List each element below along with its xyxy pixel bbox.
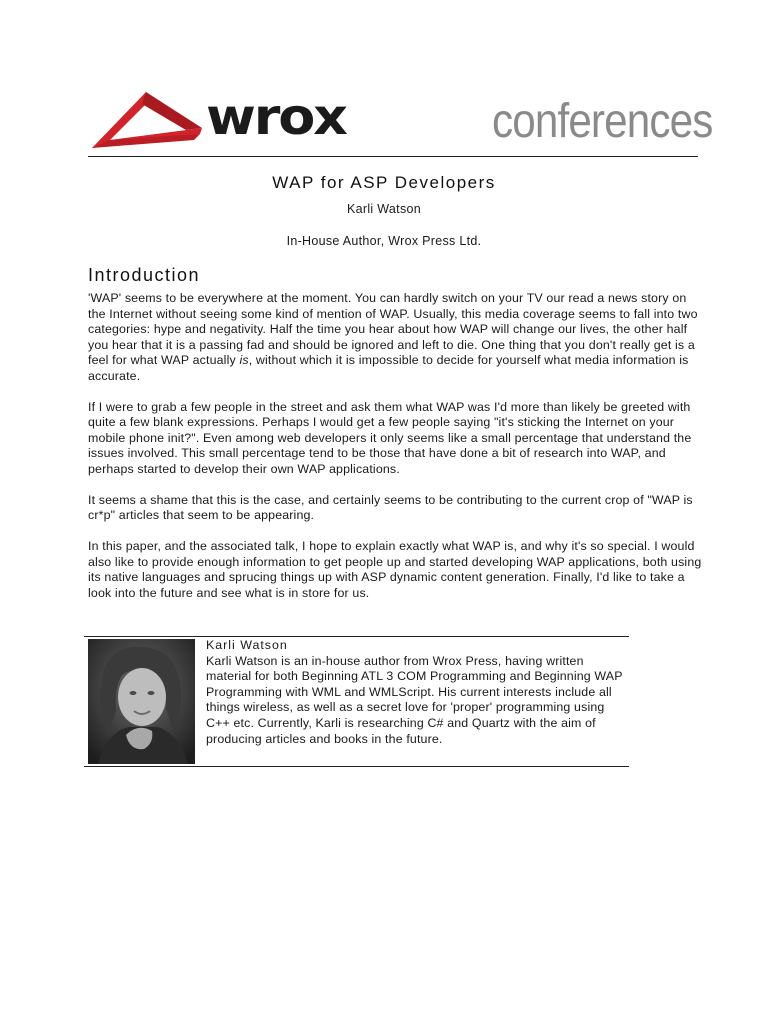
bio-bottom-rule [84,766,629,767]
bio-top-rule [84,636,629,637]
paragraph-1-text-a: 'WAP' seems to be everywhere at the moment. You can hardly switch on your TV our read a news story on the Internet without seeing some kind of mention of WAP. Usually, this media coverage seems to fall into two categories: hype and negativity. Half the time you hear about how WAP will change our lives, the other half you hear that it is a passing fad and should be ignored and left to die. One thing that you don't really get is a feel for what WAP actually [88,291,698,367]
header-divider [88,156,698,157]
wrox-conferences-logo [88,84,713,154]
paragraph-4: In this paper, and the associated talk, I hope to explain exactly what WAP is, and why it's so special. I would also like to provide enough information to get people up and started developing WAP applications, both using its native languages and sprucing things up with ASP dynamic content generation. Finally, I'd like to take a look into the future and see what is in store for us. [88,539,702,600]
wrox-triangle-logo-icon [90,88,210,152]
paragraph-2: If I were to grab a few people in the street and ask them what WAP was I'd more than likely be greeted with quite a few blank expressions. Perhaps I would get a few people saying "it's sticking the Internet on your mobile phone init?". Even among web developers it only seems like a small percentage that understand the issues involved. This small percentage tend to be those that have done a bit of research into WAP, and perhaps started to develop their own WAP applications. [88,399,692,476]
paragraph-1 [88,291,702,384]
bio-name: Karli Watson [206,638,288,652]
author-portrait-image [88,639,195,764]
author-photo [88,639,195,764]
paragraph-1-emphasis: is [239,353,249,367]
paragraph-3: It seems a shame that this is the case, and certainly seems to be contributing to the current crop of "WAP is cr*p" articles that seem to be appearing. [88,492,693,522]
section-heading-introduction: Introduction [88,265,201,285]
paper-title: WAP for ASP Developers [272,173,496,192]
logo-wordmark: wrox [206,88,346,146]
author-bio [206,638,626,747]
author-affiliation: In-House Author, Wrox Press Ltd. [286,234,482,248]
bio-description: Karli Watson is an in-house author from Wrox Press, having written material for both Beginning ATL 3 COM Programming and Beginning WAP Programming with WML and WMLScript. His current interests include all things wireless, as well as a secret love for 'proper' programming using C++ etc. Currently, Karli is researching C# and Quartz with the aim of producing articles and books in the future. [206,653,623,746]
paragraph-1-text-b: , without which it is impossible to decide for yourself what media information is accurate. [88,353,689,383]
introduction-body [88,291,702,617]
logo-conferences-text: conferences [492,95,713,148]
paper-author: Karli Watson [347,202,421,216]
